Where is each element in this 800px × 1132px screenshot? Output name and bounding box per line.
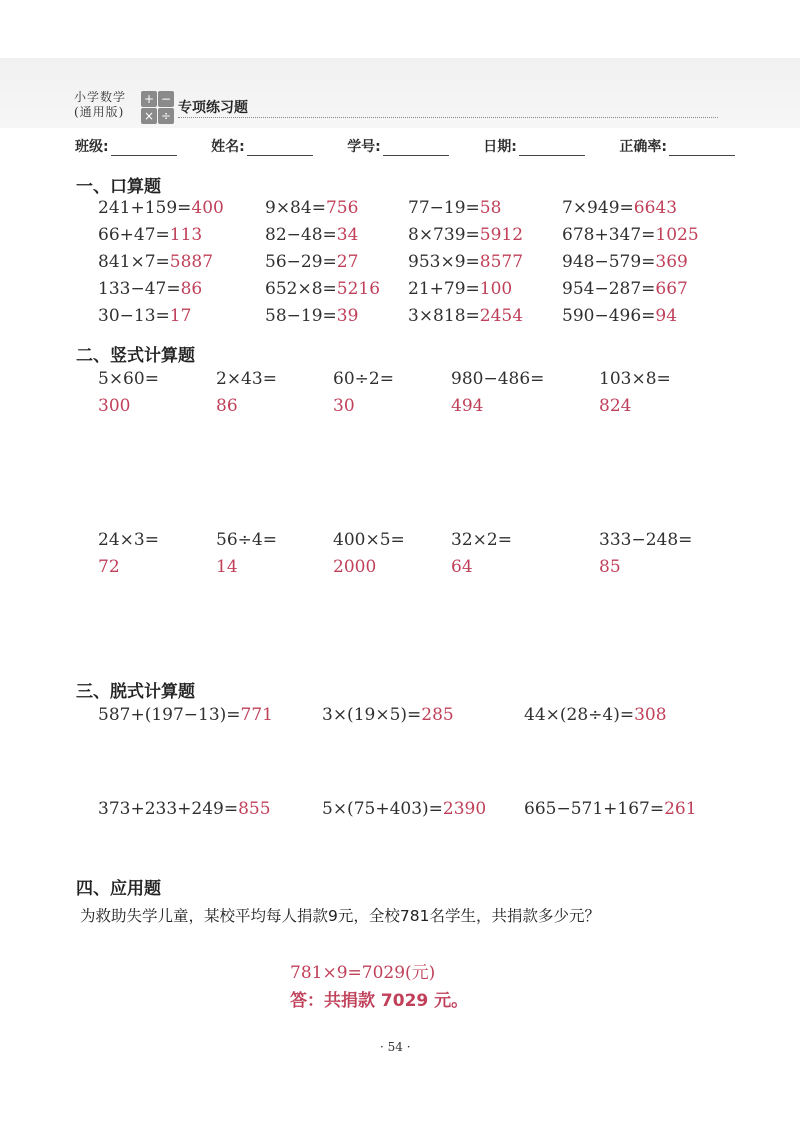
vertical-problem: 980−486= — [451, 369, 545, 389]
oral-problem: 652×8=5216 — [265, 279, 381, 299]
oral-problem: 3×818=2454 — [408, 306, 524, 326]
vertical-answer: 824 — [599, 396, 632, 416]
blank-line — [519, 141, 585, 156]
info-field-name — [211, 136, 313, 156]
oral-problem: 58−19=39 — [265, 306, 359, 326]
vertical-answer: 300 — [98, 396, 131, 416]
word-problem-solution: 781×9=7029(元) — [290, 963, 436, 983]
info-field-date — [483, 136, 585, 156]
info-field-class — [75, 136, 177, 156]
minus-icon: − — [158, 91, 174, 107]
oral-problem: 7×949=6643 — [562, 198, 678, 218]
vertical-problem: 56÷4= — [216, 530, 277, 550]
stepwise-problem: 373+233+249=855 — [98, 799, 271, 819]
info-label: 姓名: — [211, 139, 245, 155]
oral-problem: 66+47=113 — [98, 225, 203, 245]
vertical-answer: 85 — [599, 557, 621, 577]
vertical-problem: 24×3= — [98, 530, 159, 550]
series-line-1: 小学数学 — [74, 90, 127, 104]
oral-problem: 133−47=86 — [98, 279, 203, 299]
vertical-answer: 30 — [333, 396, 355, 416]
stepwise-problem: 665−571+167=261 — [524, 799, 697, 819]
section-4-title: 四、应用题 — [76, 879, 161, 899]
vertical-answer: 64 — [451, 557, 473, 577]
stepwise-problem: 44×(28÷4)=308 — [524, 705, 667, 725]
times-icon: × — [141, 108, 157, 124]
operators-logo — [141, 91, 174, 124]
vertical-answer: 14 — [216, 557, 238, 577]
word-problem-answer: 答：共捐款 7029 元。 — [290, 991, 469, 1011]
oral-problem: 82−48=34 — [265, 225, 359, 245]
vertical-problem: 103×8= — [599, 369, 671, 389]
stepwise-problem: 5×(75+403)=2390 — [322, 799, 487, 819]
series-label — [74, 90, 126, 120]
info-field-number — [347, 136, 449, 156]
divide-icon: ÷ — [158, 108, 174, 124]
oral-problem: 590−496=94 — [562, 306, 678, 326]
oral-problem: 9×84=756 — [265, 198, 359, 218]
section-1-title: 一、口算题 — [76, 177, 161, 197]
book-title: 专项练习题 — [178, 100, 248, 116]
blank-line — [383, 141, 449, 156]
oral-problem: 954−287=667 — [562, 279, 688, 299]
blank-line — [247, 141, 313, 156]
oral-problem: 678+347=1025 — [562, 225, 699, 245]
header-divider — [178, 117, 718, 118]
stepwise-problem: 3×(19×5)=285 — [322, 705, 454, 725]
vertical-answer: 2000 — [333, 557, 377, 577]
vertical-problem: 333−248= — [599, 530, 693, 550]
info-label: 学号: — [347, 139, 381, 155]
page-number: · 54 · — [380, 1040, 411, 1054]
vertical-problem: 32×2= — [451, 530, 512, 550]
info-label: 正确率: — [619, 139, 667, 155]
vertical-problem: 5×60= — [98, 369, 159, 389]
student-info-line — [75, 136, 735, 156]
stepwise-problem: 587+(197−13)=771 — [98, 705, 273, 725]
vertical-problem: 60÷2= — [333, 369, 394, 389]
plus-icon: + — [141, 91, 157, 107]
oral-problem: 241+159=400 — [98, 198, 224, 218]
blank-line — [669, 141, 735, 156]
info-field-accuracy — [619, 136, 735, 156]
top-margin — [0, 0, 800, 58]
section-3-title: 三、脱式计算题 — [76, 682, 195, 702]
vertical-answer: 494 — [451, 396, 484, 416]
info-label: 日期: — [483, 139, 517, 155]
section-2-title: 二、竖式计算题 — [76, 346, 195, 366]
oral-problem: 77−19=58 — [408, 198, 502, 218]
oral-problem: 8×739=5912 — [408, 225, 524, 245]
vertical-answer: 86 — [216, 396, 238, 416]
oral-problem: 21+79=100 — [408, 279, 513, 299]
oral-problem: 841×7=5887 — [98, 252, 214, 272]
vertical-problem: 2×43= — [216, 369, 277, 389]
blank-line — [111, 141, 177, 156]
oral-problem: 56−29=27 — [265, 252, 359, 272]
vertical-answer: 72 — [98, 557, 120, 577]
oral-problem: 948−579=369 — [562, 252, 688, 272]
oral-problem: 953×9=8577 — [408, 252, 524, 272]
series-line-2: (通用版) — [74, 105, 125, 119]
info-label: 班级: — [75, 139, 109, 155]
oral-problem: 30−13=17 — [98, 306, 192, 326]
vertical-problem: 400×5= — [333, 530, 405, 550]
word-problem-question: 为救助失学儿童，某校平均每人捐款9元，全校781名学生，共捐款多少元？ — [80, 907, 600, 925]
